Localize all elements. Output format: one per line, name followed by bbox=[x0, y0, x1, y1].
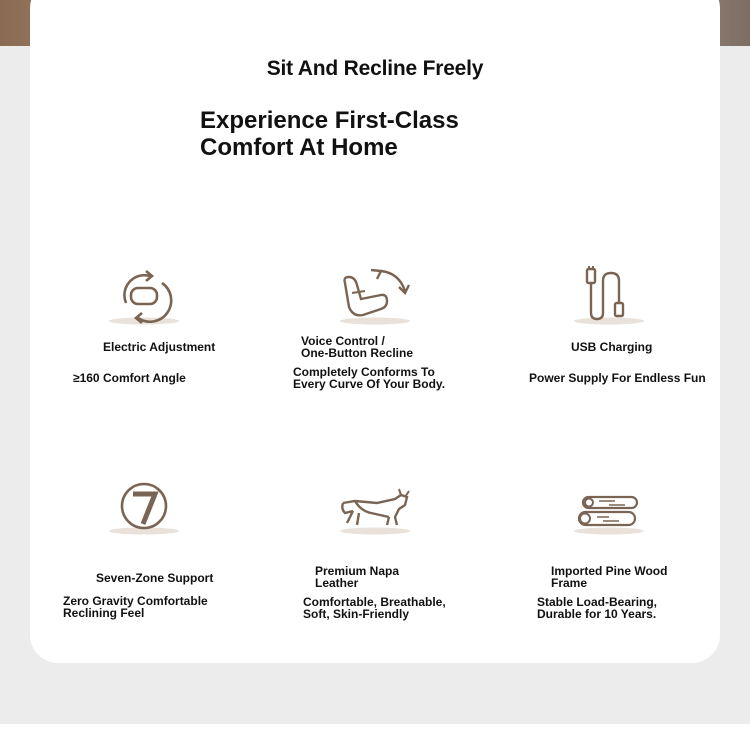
wood-logs-icon bbox=[569, 479, 649, 543]
label-line-1: Premium Napa bbox=[315, 564, 400, 578]
feature-label-usb-charging: USB Charging bbox=[571, 340, 653, 354]
section-title: Sit And Recline Freely bbox=[266, 57, 484, 80]
subtitle-line-2: Comfort At Home bbox=[200, 134, 398, 161]
bottom-strip bbox=[0, 724, 750, 751]
feature-label-voice-control bbox=[301, 335, 413, 359]
feature-desc-seven-zone bbox=[63, 595, 208, 619]
desc-line-1: Completely Conforms To bbox=[293, 365, 435, 379]
feature-desc-voice-control bbox=[293, 366, 445, 390]
feature-label-electric-adjustment: Electric Adjustment bbox=[103, 340, 216, 354]
label-line-2: Frame bbox=[551, 576, 588, 590]
feature-desc-napa-leather bbox=[303, 596, 446, 620]
label-line-1: Voice Control / bbox=[301, 334, 385, 348]
desc-line-2: Durable for 10 Years. bbox=[537, 607, 657, 621]
feature-label-napa-leather bbox=[315, 565, 399, 589]
label-line-2: One-Button Recline bbox=[301, 346, 414, 360]
rotate-arrows-icon bbox=[104, 263, 184, 327]
desc-line-1: Comfortable, Breathable, bbox=[303, 595, 446, 609]
seven-circle-icon bbox=[104, 479, 184, 543]
desc-line-2: Reclining Feel bbox=[63, 606, 145, 620]
label-line-1: Imported Pine Wood bbox=[551, 564, 668, 578]
recliner-voice-icon bbox=[335, 263, 415, 327]
feature-desc-electric-adjustment: ≥160 Comfort Angle bbox=[73, 371, 186, 385]
desc-line-1: Zero Gravity Comfortable bbox=[63, 594, 208, 608]
desc-line-1: Stable Load-Bearing, bbox=[537, 595, 658, 609]
desc-line-2: Soft, Skin-Friendly bbox=[303, 607, 410, 621]
bull-leather-icon bbox=[335, 479, 415, 543]
desc-line-2: Every Curve Of Your Body. bbox=[293, 377, 446, 391]
subtitle-line-1: Experience First-Class bbox=[200, 107, 459, 134]
label-line-2: Leather bbox=[315, 576, 359, 590]
usb-cable-icon bbox=[569, 263, 649, 327]
feature-label-seven-zone: Seven-Zone Support bbox=[96, 571, 214, 585]
feature-desc-usb-charging: Power Supply For Endless Fun bbox=[529, 371, 706, 385]
feature-label-pine-wood bbox=[551, 565, 667, 589]
feature-desc-pine-wood bbox=[537, 596, 657, 620]
section-subtitle bbox=[200, 107, 520, 161]
